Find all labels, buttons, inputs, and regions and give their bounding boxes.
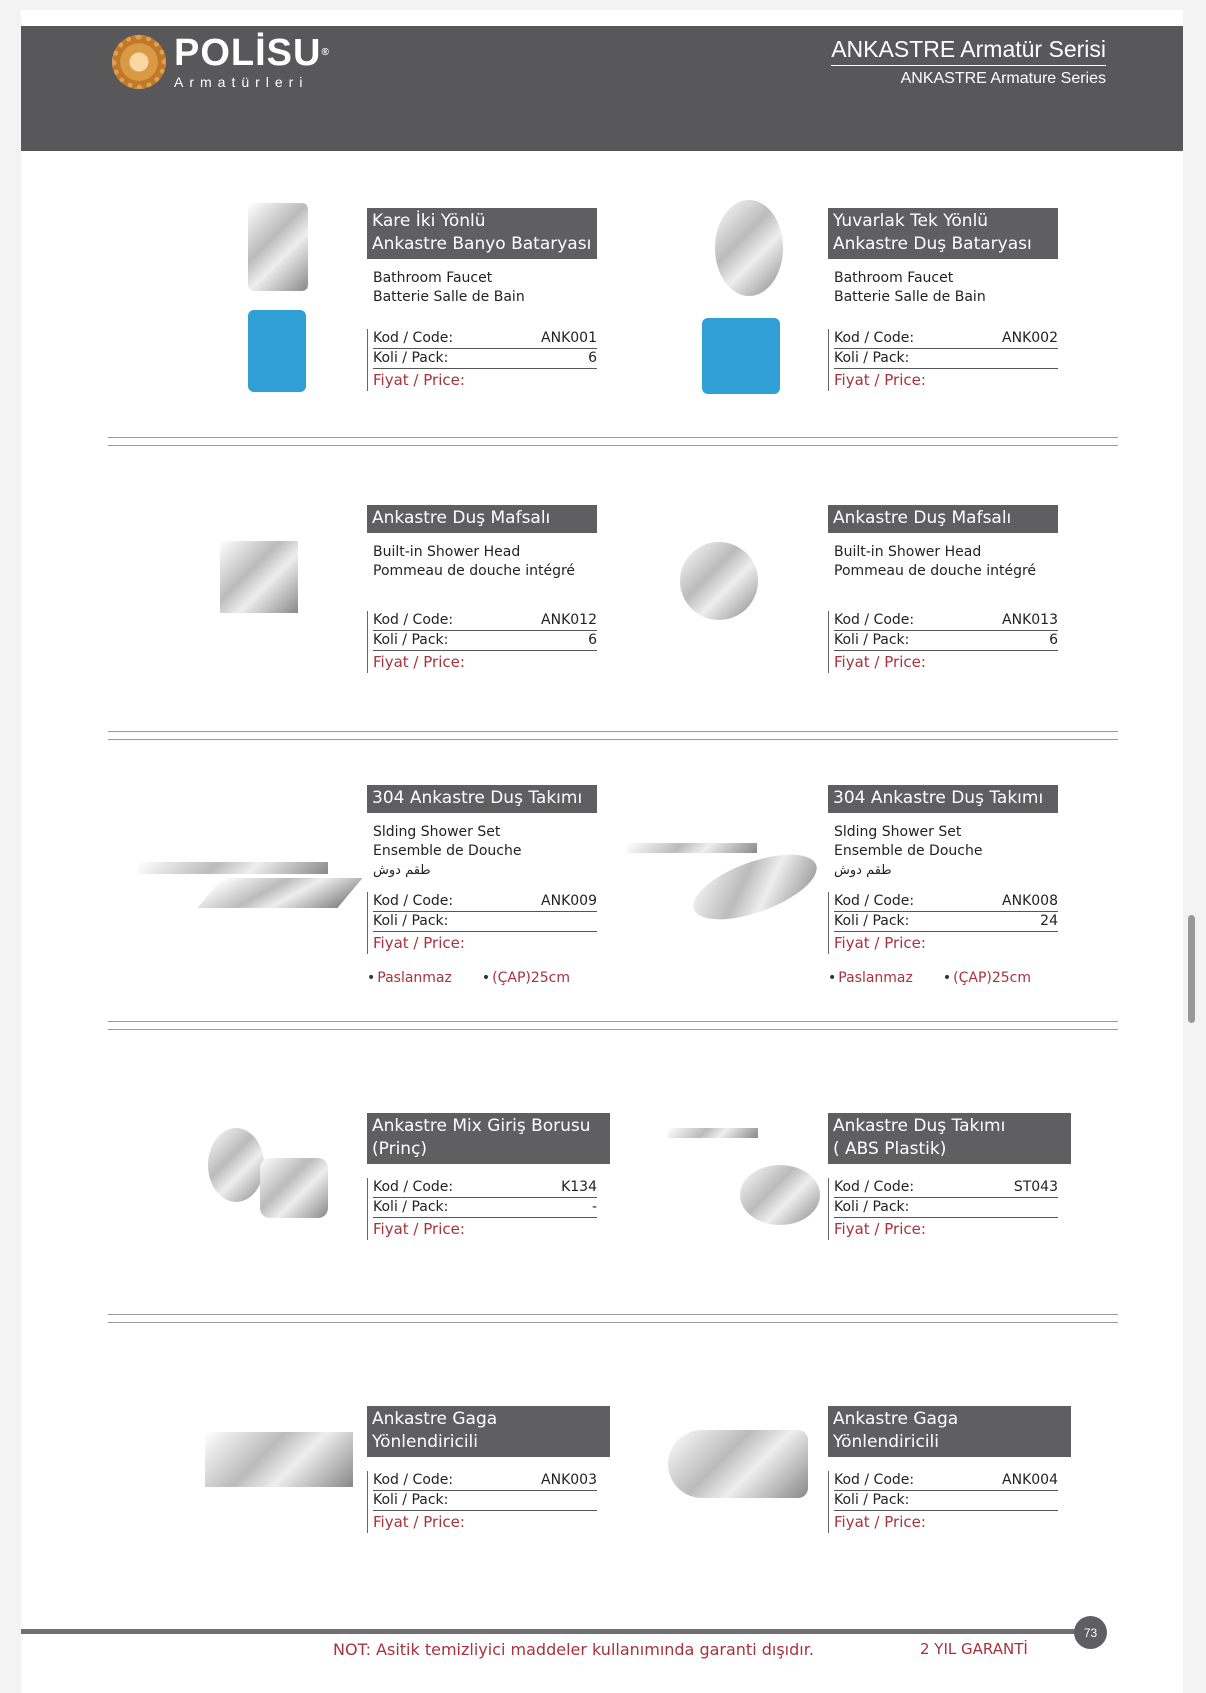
product-title-line: Ankastre Mix Giriş Borusu xyxy=(372,1116,591,1136)
spec-row-price xyxy=(373,369,597,391)
spec-row-price xyxy=(373,932,597,954)
spec-table xyxy=(367,611,597,673)
spec-row-pack xyxy=(834,912,1058,932)
product-title-line: (Prinç) xyxy=(372,1139,428,1159)
product-image-shower-arm xyxy=(668,1128,758,1138)
spec-label: Kod / Code: xyxy=(373,1472,454,1488)
spec-value: ANK013 xyxy=(1002,612,1058,628)
spec-row-price xyxy=(834,369,1058,391)
note-item: • Paslanmaz xyxy=(828,970,913,986)
product-title-line: ( ABS Plastik) xyxy=(833,1139,947,1159)
description-line: Slding Shower Set xyxy=(373,824,501,840)
spec-label: Kod / Code: xyxy=(373,612,454,628)
description-arabic: طقم دوش xyxy=(834,863,892,878)
product-title-line: 304 Ankastre Duş Takımı xyxy=(833,788,1044,808)
spec-row-pack xyxy=(373,912,597,932)
footer-note: NOT: Asitik temizliyici maddeler kullanımında garanti dışıdır. xyxy=(333,1640,814,1659)
price-label: Fiyat / Price: xyxy=(834,653,926,671)
description-line: Slding Shower Set xyxy=(834,824,962,840)
row-divider xyxy=(108,437,1118,446)
spec-label: Koli / Pack: xyxy=(373,632,449,648)
product-description xyxy=(828,269,1058,307)
note-item: • Paslanmaz xyxy=(367,970,452,986)
spec-row-pack xyxy=(373,349,597,369)
spec-label: Koli / Pack: xyxy=(834,632,910,648)
product-image-shower-holder-square xyxy=(220,541,298,613)
product-image-shower-holder-round xyxy=(680,542,758,620)
spec-row-pack xyxy=(834,1491,1058,1511)
spec-row-code xyxy=(834,1471,1058,1491)
price-label: Fiyat / Price: xyxy=(373,371,465,389)
product-description xyxy=(367,269,597,307)
description-line: Built-in Shower Head xyxy=(373,544,521,560)
row-divider xyxy=(108,731,1118,740)
product-image-spout-round xyxy=(668,1430,808,1498)
brand-name: POLİSU xyxy=(174,32,322,74)
spec-value: ANK004 xyxy=(1002,1472,1058,1488)
spec-label: Koli / Pack: xyxy=(373,1492,449,1508)
description-line: Batterie Salle de Bain xyxy=(834,289,986,305)
spec-value: ANK008 xyxy=(1002,893,1058,909)
description-line: Pommeau de douche intégré xyxy=(373,563,576,579)
description-line: Bathroom Faucet xyxy=(834,270,954,286)
spec-row-price xyxy=(834,1511,1058,1533)
product-card xyxy=(367,1406,610,1533)
spec-label: Koli / Pack: xyxy=(834,913,910,929)
product-image-shower-arm xyxy=(138,862,328,874)
spec-row-pack xyxy=(834,1198,1058,1218)
spec-table xyxy=(367,892,597,954)
spec-table xyxy=(367,1471,597,1533)
polisu-logo xyxy=(112,34,330,90)
spec-row-price xyxy=(834,1218,1058,1240)
spec-label: Kod / Code: xyxy=(834,893,915,909)
spec-table xyxy=(367,329,597,391)
price-label: Fiyat / Price: xyxy=(834,1220,926,1238)
description-line: Bathroom Faucet xyxy=(373,270,493,286)
spec-value: ANK009 xyxy=(541,893,597,909)
spec-row-pack xyxy=(834,631,1058,651)
product-card xyxy=(367,1113,610,1240)
spec-table xyxy=(828,329,1058,391)
product-title xyxy=(367,1113,610,1164)
product-title xyxy=(828,1113,1071,1164)
spec-label: Kod / Code: xyxy=(373,1179,454,1195)
product-description xyxy=(828,823,1058,880)
spec-value: ANK001 xyxy=(541,330,597,346)
price-label: Fiyat / Price: xyxy=(834,371,926,389)
spec-row-price xyxy=(834,651,1058,673)
spec-row-code xyxy=(373,1471,597,1491)
spec-row-code xyxy=(834,892,1058,912)
product-image-mix-pipe xyxy=(208,1128,264,1202)
product-card xyxy=(828,505,1058,673)
series-title xyxy=(831,36,1106,88)
scrollbar-thumb[interactable] xyxy=(1188,915,1195,1023)
product-title-line: Kare İki Yönlü xyxy=(372,211,486,231)
spec-label: Koli / Pack: xyxy=(373,913,449,929)
spec-value: K134 xyxy=(561,1179,597,1195)
product-title xyxy=(367,785,597,813)
row-divider xyxy=(108,1314,1118,1323)
spec-row-price xyxy=(834,932,1058,954)
price-label: Fiyat / Price: xyxy=(834,1513,926,1531)
series-title-en: ANKASTRE Armature Series xyxy=(900,70,1106,87)
note-item: • (ÇAP)25cm xyxy=(482,970,570,986)
spec-row-price xyxy=(373,1511,597,1533)
spec-row-code xyxy=(373,329,597,349)
spec-value: 24 xyxy=(1040,913,1058,929)
product-image-square-shower-head xyxy=(197,878,362,908)
product-title xyxy=(367,1406,610,1457)
spec-row-pack xyxy=(373,631,597,651)
price-label: Fiyat / Price: xyxy=(373,934,465,952)
spec-table xyxy=(367,1178,597,1240)
description-arabic: طقم دوش xyxy=(373,863,431,878)
spec-label: Koli / Pack: xyxy=(834,1199,910,1215)
product-title-line: Ankastre Banyo Bataryası xyxy=(372,234,592,254)
product-title xyxy=(828,785,1058,813)
description-line: Ensemble de Douche xyxy=(834,843,983,859)
spec-label: Kod / Code: xyxy=(834,612,915,628)
spec-table xyxy=(828,1471,1058,1533)
row-divider xyxy=(108,1021,1118,1030)
price-label: Fiyat / Price: xyxy=(373,1220,465,1238)
product-card xyxy=(367,208,597,391)
product-title xyxy=(828,208,1058,259)
brand-subtitle: Armatürleri xyxy=(174,74,309,90)
product-card xyxy=(828,785,1058,986)
spec-value: ANK002 xyxy=(1002,330,1058,346)
spec-row-code xyxy=(834,611,1058,631)
product-title xyxy=(367,505,597,533)
spec-row-code xyxy=(834,329,1058,349)
product-card xyxy=(367,785,597,986)
product-notes xyxy=(828,970,1058,986)
page-number: 73 xyxy=(1074,1616,1107,1649)
guarantee-label: 2 YIL GARANTİ xyxy=(920,1640,1028,1658)
product-image-valve-box xyxy=(248,310,306,392)
spec-row-pack xyxy=(373,1491,597,1511)
spec-value: ANK003 xyxy=(541,1472,597,1488)
spec-label: Koli / Pack: xyxy=(373,1199,449,1215)
spec-label: Koli / Pack: xyxy=(834,1492,910,1508)
spec-row-pack xyxy=(834,349,1058,369)
spec-row-code xyxy=(373,892,597,912)
product-description xyxy=(828,543,1058,581)
price-label: Fiyat / Price: xyxy=(373,653,465,671)
product-card xyxy=(828,208,1058,391)
product-card xyxy=(828,1113,1071,1240)
product-image-valve-box xyxy=(702,318,780,394)
product-description xyxy=(367,823,597,880)
product-title-line: 304 Ankastre Duş Takımı xyxy=(372,788,583,808)
spec-value: 6 xyxy=(588,632,597,648)
spec-label: Koli / Pack: xyxy=(373,350,449,366)
note-item: • (ÇAP)25cm xyxy=(943,970,1031,986)
description-line: Batterie Salle de Bain xyxy=(373,289,525,305)
registered-mark: ® xyxy=(321,47,330,58)
spec-label: Kod / Code: xyxy=(834,330,915,346)
product-image-abs-shower-head xyxy=(740,1165,820,1225)
description-line: Ensemble de Douche xyxy=(373,843,522,859)
spec-row-price xyxy=(373,651,597,673)
product-image-shower-arm xyxy=(627,843,757,853)
spec-value: 6 xyxy=(588,350,597,366)
spec-label: Kod / Code: xyxy=(373,893,454,909)
spec-value: ANK012 xyxy=(541,612,597,628)
spec-table xyxy=(828,892,1058,954)
spec-label: Koli / Pack: xyxy=(834,350,910,366)
product-title-line: Ankastre Duş Takımı xyxy=(833,1116,1006,1136)
spec-label: Kod / Code: xyxy=(834,1472,915,1488)
spec-label: Kod / Code: xyxy=(373,330,454,346)
product-title-line: Ankastre Gaga xyxy=(833,1409,959,1429)
product-card xyxy=(367,505,597,673)
spec-value: 6 xyxy=(1049,632,1058,648)
description-line: Built-in Shower Head xyxy=(834,544,982,560)
product-title-line: Ankastre Gaga xyxy=(372,1409,498,1429)
spec-label: Kod / Code: xyxy=(834,1179,915,1195)
spec-table xyxy=(828,611,1058,673)
product-image-mix-pipe-elbow xyxy=(260,1158,328,1218)
product-title-line: Yönlendiricili xyxy=(372,1432,479,1452)
product-card xyxy=(828,1406,1071,1533)
gear-logo-icon xyxy=(112,35,166,89)
product-title-line: Yuvarlak Tek Yönlü xyxy=(833,211,989,231)
spec-table xyxy=(828,1178,1058,1240)
spec-row-pack xyxy=(373,1198,597,1218)
product-title xyxy=(828,1406,1071,1457)
price-label: Fiyat / Price: xyxy=(373,1513,465,1531)
product-title-line: Ankastre Duş Mafsalı xyxy=(833,508,1012,528)
product-image-faucet-round xyxy=(715,200,783,296)
spec-row-code xyxy=(373,611,597,631)
footer-line xyxy=(21,1629,1091,1634)
spec-value: - xyxy=(591,1199,597,1215)
product-title-line: Ankastre Duş Mafsalı xyxy=(372,508,551,528)
product-notes xyxy=(367,970,597,986)
series-title-tr: ANKASTRE Armatür Serisi xyxy=(831,36,1106,66)
spec-row-code xyxy=(834,1178,1058,1198)
spec-row-price xyxy=(373,1218,597,1240)
spec-value: ST043 xyxy=(1013,1179,1058,1195)
product-title xyxy=(828,505,1058,533)
product-title-line: Ankastre Duş Bataryası xyxy=(833,234,1032,254)
product-image-spout-square xyxy=(205,1432,353,1487)
price-label: Fiyat / Price: xyxy=(834,934,926,952)
product-title-line: Yönlendiricili xyxy=(833,1432,940,1452)
product-title xyxy=(367,208,597,259)
product-image-faucet-square xyxy=(248,203,308,291)
product-description xyxy=(367,543,597,581)
description-line: Pommeau de douche intégré xyxy=(834,563,1037,579)
spec-row-code xyxy=(373,1178,597,1198)
